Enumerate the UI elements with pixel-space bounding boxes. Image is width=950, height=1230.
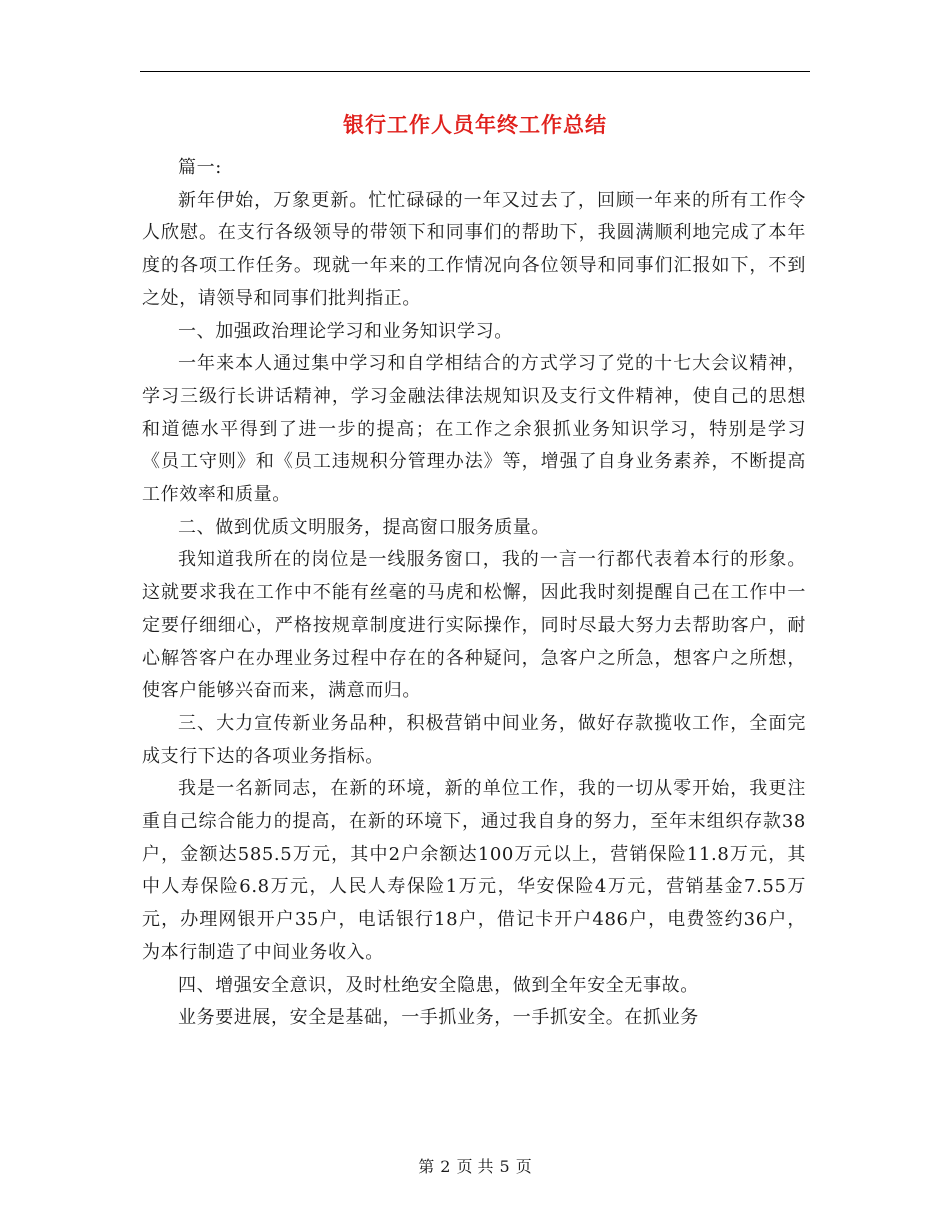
current-page-number: 2	[440, 1157, 451, 1176]
paragraph: 篇一:	[178, 157, 222, 178]
paragraph: 我知道我所在的岗位是一线服务窗口，我的一言一行都代表着本行的形象。这就要求我在工作中不能有丝毫的马虎和松懈，因此我时刻提醒自己在工作中一定要仔细细心，严格按规章制度进行实际操作，同时尽最大努力去帮助客户，耐心解答客户在办理业务过程中存在的各种疑问，急客户之所急，想客户之所想，使客户能够兴奋而来，满意而归。	[142, 549, 806, 702]
footer-suffix: 页	[515, 1157, 532, 1176]
page-footer	[0, 1154, 950, 1177]
header-rule	[140, 71, 810, 72]
footer-middle: 页 共	[456, 1157, 494, 1176]
section-heading: 四、增强安全意识，及时杜绝安全隐患，做到全年安全无事故。	[178, 974, 699, 996]
paragraph: 一年来本人通过集中学习和自学相结合的方式学习了党的十七大会议精神，学习三级行长讲话精神，学习金融法律法规知识及支行文件精神，使自己的思想和道德水平得到了进一步的提高；在工作之余狠抓业务知识学习，特别是学习《员工守则》和《员工违规积分管理办法》等，增强了自身业务素养，不断提高工作效率和质量。	[142, 353, 806, 506]
document-title: 银行工作人员年终工作总结	[343, 112, 607, 137]
section-heading: 二、做到优质文明服务，提高窗口服务质量。	[178, 516, 550, 538]
total-page-count: 5	[499, 1157, 510, 1176]
paragraph: 新年伊始，万象更新。忙忙碌碌的一年又过去了，回顾一年来的所有工作令人欣慰。在支行各级领导的带领下和同事们的帮助下，我圆满顺利地完成了本年度的各项工作任务。现就一年来的工作情况向各位领导和同事们汇报如下，不到之处，请领导和同事们批判指正。	[142, 189, 806, 309]
section-heading: 一、加强政治理论学习和业务知识学习。	[178, 320, 513, 342]
paragraph: 我是一名新同志，在新的环境，新的单位工作，我的一切从零开始，我更注重自己综合能力的提高，在新的环境下，通过我自身的努力，至年末组织存款38户，金额达585.5万元，其中2户余额达100万元以上，营销保险11.8万元，其中人寿保险6.8万元，人民人寿保险1万元，华安保险4万元，营销基金7.55万元，办理网银开户35户，电话银行18户，借记卡开户486户，电费签约36户，为本行制造了中间业务收入。	[142, 778, 806, 963]
footer-prefix: 第	[418, 1157, 435, 1176]
document-body	[142, 152, 806, 1035]
section-heading: 三、大力宣传新业务品种，积极营销中间业务，做好存款揽收工作，全面完成支行下达的各项业务指标。	[142, 712, 806, 767]
paragraph: 业务要进展，安全是基础，一手抓业务，一手抓安全。在抓业务	[178, 1007, 699, 1029]
